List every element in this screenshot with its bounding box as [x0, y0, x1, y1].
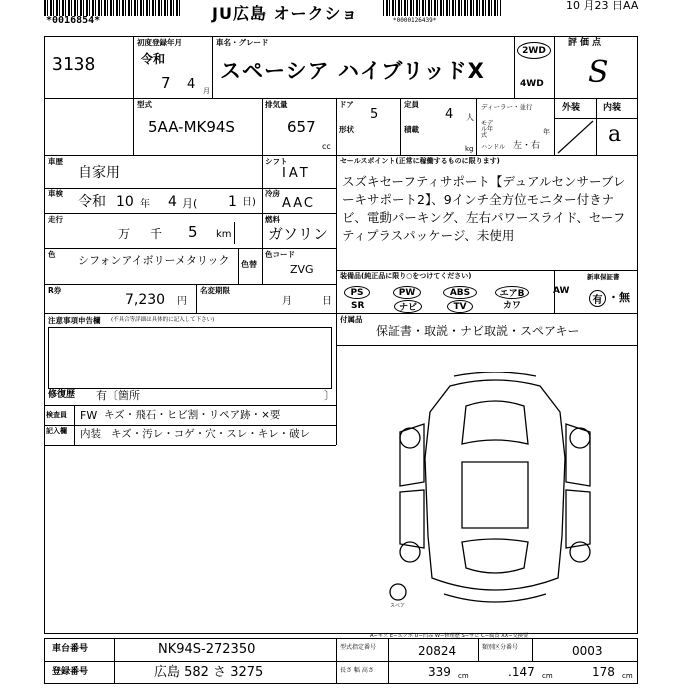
handle-value: 左・右	[513, 141, 541, 151]
inspection-day: 1	[228, 194, 237, 210]
equipment-tv-circled: TV	[447, 300, 473, 313]
first-registration-label: 初度登録年月	[137, 38, 182, 47]
exterior-label: 外装	[562, 103, 581, 113]
type-value: 5AA-MK94S	[148, 118, 235, 136]
registration-value: 広島 582 さ 3275	[154, 665, 264, 680]
equipment-sr: SR	[351, 301, 365, 311]
usage-value: 自家用	[78, 165, 120, 181]
registration-label: 登録番号	[52, 667, 89, 677]
tax-month-unit: 月	[282, 296, 292, 307]
header-barcode-right-number: *0000126439*	[393, 17, 437, 24]
shift-value: IAT	[282, 166, 311, 181]
equipment-ps-circled: PS	[344, 286, 370, 299]
capacity-value: 4	[445, 107, 454, 122]
recycle-value: 7,230	[125, 292, 166, 308]
model-year-unit: 年	[543, 128, 550, 136]
aircon-label: 冷房	[265, 189, 280, 198]
color-value: シフォンアイボリーメタリック	[78, 254, 230, 267]
equipment-navi-circled: ナビ	[394, 300, 422, 313]
shift-label: シフト	[265, 157, 288, 166]
dimensions-length: 339	[428, 665, 451, 679]
fuel-value: ガソリン	[268, 225, 329, 243]
mileage-man: 万	[118, 227, 131, 241]
accessories-value: 保証書・取説・ナビ取説・スペアキー	[376, 324, 580, 338]
notes-box	[48, 327, 332, 389]
drive-2wd-circled: 2WD	[517, 42, 551, 59]
exterior-slash-mark	[555, 119, 596, 155]
first-registration-era: 令和	[141, 52, 166, 66]
chassis-label: 車台番号	[52, 644, 89, 654]
inspection-year: 10	[116, 194, 134, 210]
mileage-sen: 千	[150, 227, 163, 241]
type-label: 型式	[137, 100, 152, 109]
inspector-fw-text: キズ・飛石・ヒビ割・リペア跡・×要	[104, 409, 281, 421]
chassis-value: NK94S-272350	[158, 642, 256, 657]
capacity-unit: 人	[466, 113, 474, 122]
first-registration-month: 4	[187, 77, 196, 92]
shape-label: 形状	[339, 125, 354, 134]
header-barcode-right	[383, 0, 501, 16]
inspection-era: 令和	[78, 194, 106, 210]
category-number-label: 類別区分番号	[482, 644, 519, 651]
repair-history-value: 有〔箇所	[96, 389, 140, 402]
equipment-label: 装備品(純正品に限り○をつけてください)	[340, 272, 472, 280]
dimensions-length-unit: cm	[458, 672, 469, 680]
displacement-unit: cc	[322, 142, 331, 151]
drive-4wd: 4WD	[520, 79, 544, 89]
repair-history-label: 修復歴	[48, 390, 76, 400]
color-label: 色	[48, 250, 56, 259]
color-replace-label: 色替	[241, 260, 257, 269]
dealer-label: ディーラー・並行	[481, 103, 533, 111]
accessories-label: 付属品	[340, 315, 363, 324]
mileage-unit: km	[216, 229, 232, 240]
weight-unit: kg	[465, 145, 474, 153]
first-registration-year: 7	[161, 74, 171, 92]
handle-label: ハンドル	[481, 144, 506, 151]
header-barcode-number: *0016854*	[46, 15, 101, 26]
repair-history-close: 〕	[324, 389, 335, 402]
weight-label: 積載	[404, 125, 419, 134]
header-barcode-left	[44, 0, 180, 16]
diagram-spare-label: スペア	[390, 603, 406, 609]
type-designation-value: 20824	[418, 644, 457, 658]
fuel-label: 燃料	[265, 215, 280, 224]
model-name: スペーシア ハイブリッドX	[220, 59, 485, 83]
mileage-label: 走行	[48, 215, 63, 224]
displacement-label: 排気量	[265, 100, 288, 109]
recycle-unit: 円	[177, 296, 187, 307]
selling-points-label: セールスポイント(正常に稼働するものに限ります)	[340, 157, 500, 165]
tax-label: 名変期限	[200, 286, 230, 295]
dimensions-height: 178	[592, 665, 615, 679]
lot-number: 3138	[52, 54, 96, 75]
color-code-value: ZVG	[290, 263, 314, 276]
inspector-fw-label: FW	[80, 409, 98, 422]
tax-day-unit: 日	[322, 296, 332, 307]
equipment-aw: AW	[553, 286, 570, 296]
header-date: 10 月23 日AA	[566, 0, 639, 12]
model-label: 車名・グレード	[216, 38, 269, 47]
capacity-label: 定員	[404, 100, 419, 109]
first-registration-month-unit: 月	[203, 87, 210, 95]
equipment-airbag-circled: エアB	[495, 286, 529, 299]
selling-points-text: スズキセーフティサポート【デュアルセンサーブレーキサポート2】、9インチ全方位モニター付きナビ、電動パーキング、左右パワースライド、セーフティプラスパッケージ、未使用	[342, 174, 626, 243]
notes-sub-label: (不具合等詳細は具体的に記入して下さい)	[111, 317, 215, 323]
usage-label: 車歴	[48, 157, 63, 166]
interior-label: 内装	[603, 103, 622, 113]
doors-label: ドア	[339, 100, 354, 109]
dimensions-width-unit: cm	[542, 672, 553, 680]
diagram-legend: A−キズ E−エクボ U−凹み W−修理歴 S−サビ C−腐食 XX−交換要	[370, 633, 529, 639]
inspector-interior-label: 内装	[80, 428, 101, 440]
inspector-label-2: 記入欄	[46, 427, 67, 435]
grade-value: S	[588, 55, 609, 90]
notes-label: 注意事項申告欄	[48, 316, 101, 325]
inspection-label: 車検	[48, 189, 63, 198]
mileage-value: 5	[188, 223, 198, 241]
recycle-label: R券	[48, 286, 62, 295]
new-car-warranty-label: 新車保証書	[587, 273, 620, 281]
inspection-month: 4	[168, 194, 177, 210]
inspector-interior-text: キズ・汚レ・コゲ・穴・スレ・キレ・破レ	[111, 428, 311, 440]
grade-label: 評価点	[568, 38, 605, 48]
inspection-day-unit: 日)	[242, 197, 256, 208]
warranty-no: ・無	[608, 291, 630, 304]
equipment-leather: カワ	[503, 301, 522, 311]
car-damage-diagram	[380, 372, 610, 612]
equipment-pw-circled: PW	[393, 286, 421, 299]
auction-title: JU広島 オークショ	[212, 4, 359, 23]
color-code-label: 色コード	[265, 250, 295, 259]
dimensions-height-unit: cm	[622, 672, 633, 680]
aircon-value: AAC	[282, 196, 315, 211]
inspection-month-unit: 月(	[182, 197, 198, 210]
dimensions-width: .147	[508, 665, 535, 679]
equipment-abs-circled: ABS	[443, 286, 477, 299]
displacement-value: 657	[287, 118, 316, 136]
warranty-yes-circled: 有	[589, 290, 606, 307]
inspector-label-1: 検査員	[46, 411, 67, 419]
inspection-year-unit: 年	[140, 199, 150, 210]
category-number-value: 0003	[572, 644, 603, 658]
dimensions-label: 長さ 幅 高さ	[340, 667, 374, 674]
interior-value: a	[608, 122, 622, 147]
model-year-label: モデル年式	[481, 120, 494, 139]
doors-value: 5	[370, 107, 379, 122]
type-designation-label: 型式指定番号	[340, 644, 377, 651]
